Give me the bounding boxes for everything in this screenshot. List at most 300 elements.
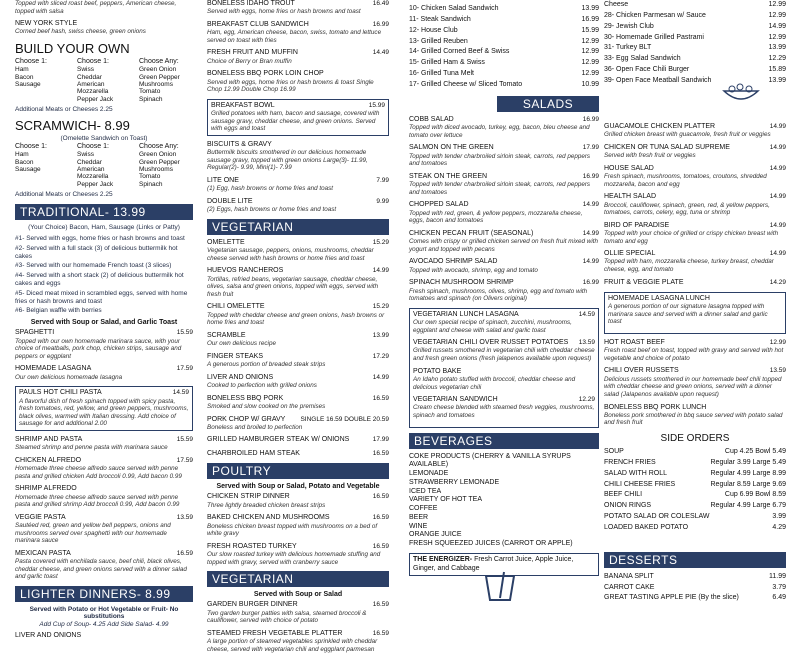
item-title-row	[409, 230, 599, 238]
choice-option: Swiss	[77, 66, 94, 74]
item-name: OLLIE SPECIAL	[604, 250, 656, 258]
row-name: 28- Chicken Parmesan w/ Sauce	[604, 11, 706, 19]
item-title-row	[207, 416, 389, 424]
choice-column	[77, 58, 131, 103]
item-name: FRESH ROASTED TURKEY	[207, 542, 297, 550]
price-row	[409, 58, 599, 69]
item-name: BONELESS BBQ PORK	[207, 394, 284, 402]
menu-item	[207, 630, 389, 653]
item-title-row	[207, 601, 389, 609]
item-name: STEAK ON THE GREEN	[409, 172, 488, 180]
breakfast-bowl-box	[207, 99, 389, 136]
item-title-row	[15, 514, 193, 522]
additional-note: Additional Meats or Cheeses 2.25	[15, 106, 113, 114]
item-description: Our own special recipe of spinach, zucchini, mushrooms, eggplant and cheese with salad and garlic toast	[413, 318, 572, 334]
item-name: HOMEMADE LASAGNA LUNCH	[608, 294, 710, 302]
item-name: SCRAMBLE	[207, 331, 246, 339]
price-row	[409, 37, 599, 48]
scramwich-title: SCRAMWICH- 8.99	[15, 118, 130, 134]
item-title-row	[207, 450, 389, 458]
item-title-row	[604, 165, 786, 173]
item-name: CHICKEN ALFREDO	[15, 456, 82, 464]
menu-item	[409, 144, 599, 167]
menu-item	[207, 436, 389, 444]
item-name: OMELETTE	[207, 238, 245, 246]
item-name: CHICKEN PECAN FRUIT (SEASONAL)	[409, 229, 534, 237]
menu-item	[409, 116, 599, 139]
row-name: 36- Open Face Chili Burger	[604, 66, 690, 74]
item-name: VEGETARIAN LUNCH LASAGNA	[413, 310, 519, 318]
choice-option: Tomato	[139, 88, 161, 96]
item-title-row	[409, 144, 599, 152]
menu-item	[15, 436, 193, 452]
price-row	[604, 583, 786, 594]
item-price: 12.99	[769, 338, 786, 346]
choice-option: Ham	[15, 151, 29, 159]
choice-option: Spinach	[139, 180, 163, 188]
item-description: Homemade three cheese alfredo sauce served with penne pasta and grilled shrimp Add broccoli 0.99, Add bacon 0.99	[15, 493, 180, 509]
list-line: LEMONADE	[409, 470, 449, 478]
item-description: Topped with tender charbroiled sirloin steak, carrots, red peppers and tomatoes	[409, 152, 591, 168]
item-price: 16.59	[372, 449, 389, 457]
item-price: 16.59	[372, 493, 389, 501]
item-description: An Idaho potato stuffed with broccoli, cheddar cheese and delicious vegetarian chili	[413, 375, 576, 391]
section-header-side-orders: SIDE ORDERS	[660, 432, 730, 444]
item-price: 14.99	[372, 267, 389, 275]
item-description: Steamed shrimp and penne pasta with marinara sauce	[15, 444, 168, 452]
item-name: CHILI OVER RUSSETS	[604, 367, 679, 375]
column-2	[207, 0, 389, 653]
item-description: Tortillas, refried beans, vegetarian sausage, cheddar cheese, olives, salsa and green onions, topped with eggs, served with fresh fruit	[207, 275, 379, 298]
item-price: 14.99	[769, 250, 786, 258]
choice-option: Cheddar	[77, 73, 102, 81]
item-name: GRILLED HAMBURGER STEAK W/ ONIONS	[207, 436, 350, 444]
item-title-row	[207, 543, 389, 551]
price-row	[604, 43, 786, 54]
item-price: 16.49	[372, 0, 389, 7]
item-title-row	[207, 239, 389, 247]
price-row	[409, 26, 599, 37]
choice-option: Sausage	[15, 81, 41, 89]
item-name: MEXICAN PASTA	[15, 549, 71, 557]
item-description: Delicious russets smothered in our homemade beef chili topped with cheddar cheese and green onions, served with a dinner salad (Jalapenos available upon request)	[604, 375, 782, 398]
menu-item	[207, 49, 389, 65]
menu-item	[207, 395, 389, 411]
menu-item	[207, 267, 389, 298]
price-row	[604, 523, 786, 534]
row-price: 4.29	[772, 523, 786, 531]
list-line: ORANGE JUICE	[409, 531, 462, 539]
item-price: 17.59	[176, 456, 193, 464]
row-price: 12.99	[768, 33, 786, 41]
poultry-subtitle: Served with Soup or Salad, Potato and Vegetable	[216, 483, 380, 491]
price-row	[409, 15, 599, 26]
menu-item	[207, 239, 389, 262]
row-price: 15.99	[581, 26, 599, 34]
item-description: Fresh roast beef on toast, topped with gravy and served with hot vegetable and choice of potato	[604, 347, 784, 362]
menu-item-breakfast-bowl: BREAKFAST BOWL 15.99 Grilled potatoes with ham, bacon and sausage, covered with sausage gravy, cheddar cheese, and green onions. Served with eggs and toast	[211, 101, 385, 133]
section-header-salads: SALADS	[497, 96, 599, 112]
menu-item: Topped with sliced roast beef, peppers, American cheese, topped with salsa	[15, 0, 177, 15]
section-header-lighter: LIGHTER DINNERS- 8.99	[15, 586, 193, 602]
item-description: Vegetarian sausage, peppers, onions, mushrooms, cheddar cheese served with hash browns or home fries and toast	[207, 247, 374, 262]
item-description: Two garden burger patties with salsa, steamed broccoli & cauliflower, served with choice of potato	[207, 609, 367, 625]
item-name: VEGETARIAN CHILI OVER RUSSET POTATOES	[413, 339, 569, 347]
choice-option: Mozzarella	[77, 88, 109, 96]
row-price: 12.99	[581, 37, 599, 45]
price-row	[409, 69, 599, 80]
choice-option: Bacon	[15, 158, 34, 166]
choice-option: Tomato	[139, 173, 161, 181]
section-header-vegetarian: VEGETARIAN	[207, 219, 389, 235]
row-name: ONION RINGS	[604, 502, 652, 510]
row-name: BEEF CHILI	[604, 491, 643, 499]
vegetarian-list	[207, 239, 389, 348]
row-name: SALAD WITH ROLL	[604, 469, 668, 477]
item-title-row	[413, 368, 595, 376]
item-name: CHOPPED SALAD	[409, 201, 469, 209]
price-row	[604, 572, 786, 583]
item-description: Topped with avocado, shrimp, egg and tomato	[409, 266, 538, 274]
choice-column	[139, 58, 193, 103]
menu-item	[207, 416, 389, 432]
list-line: WINE	[409, 522, 428, 530]
item-price: 16.99	[372, 20, 389, 28]
row-price: 6.49	[772, 594, 786, 602]
item-description: Smoked and slow cooked on the premises	[207, 402, 326, 410]
menu-item	[15, 485, 193, 508]
choice-option: American	[77, 81, 105, 89]
menu-item	[207, 374, 389, 390]
item-description: Boneless and broiled to perfection	[207, 423, 303, 431]
pauls-box	[15, 386, 193, 431]
lunch-list	[604, 339, 786, 427]
item-price: 13.59	[578, 339, 595, 347]
item-price: 17.29	[372, 352, 389, 360]
row-price: Cup 6.99 Bowl 8.59	[724, 491, 786, 499]
lasagna-box	[604, 292, 786, 334]
row-name: 15- Grilled Ham & Swiss	[409, 59, 485, 67]
item-name: GARDEN BURGER DINNER	[207, 601, 298, 609]
menu-item	[207, 514, 389, 537]
list-line: #4- Served with a short stack (2) of delicious buttermilk hot cakes and eggs	[15, 272, 184, 287]
item-name: DOUBLE LITE	[207, 197, 253, 205]
row-price: 13.99	[768, 44, 786, 52]
build-your-own-choices	[15, 58, 193, 103]
row-name: 12- House Club	[409, 26, 458, 34]
row-price: 10.99	[581, 80, 599, 88]
item-name: FRESH FRUIT AND MUFFIN	[207, 49, 298, 57]
price-row	[604, 54, 786, 65]
item-description: Topped with our own homemade marinara sauce, with your choice of meatballs, pork chop, chicken strips, sausage and peppers or eggplant	[15, 337, 182, 360]
menu-item	[409, 279, 599, 302]
item-description: Grilled russets smothered in vegetarian chili with cheddar cheese and fresh green onions (fresh jalapenos available upon request)	[413, 347, 595, 363]
item-description: Topped with cheddar cheese and green onions, hash browns or home fries and toast	[207, 311, 385, 327]
item-description: Boneless pork smothered in bbq sauce served with potato salad and fresh fruit	[604, 411, 783, 427]
choice-option: Mushrooms	[139, 81, 173, 89]
item-price: 16.59	[372, 601, 389, 609]
item-title-row	[604, 222, 786, 230]
price-row	[409, 80, 599, 91]
item-title-row	[604, 144, 786, 152]
item-description: (2) Eggs, hash browns or home fries and toast	[207, 206, 337, 214]
item-title-row	[604, 250, 786, 258]
item-description: Topped with diced avocado, turkey, egg, bacon, bleu cheese and tomato over lettuce	[409, 124, 590, 139]
menu-item	[207, 543, 389, 566]
list-line: COFFEE	[409, 505, 438, 513]
price-row	[604, 593, 786, 604]
item-title-row	[207, 436, 389, 444]
price-row	[604, 65, 786, 76]
item-name: HOUSE SALAD	[604, 164, 654, 172]
price-row	[409, 47, 599, 58]
item-name: VEGGIE PASTA	[15, 513, 66, 521]
item-description: Broccoli, cauliflower, spinach, green, red, & yellow peppers, tomatoes, carrots, celery, egg, tuna or shrimp	[604, 201, 770, 217]
menu-item	[413, 396, 595, 419]
item-title-row	[15, 365, 193, 373]
item-description: Our slow roasted turkey with delicious homemade stuffing and topped with gravy, served with cranberry sauce	[207, 551, 381, 566]
list-line: COKE PRODUCTS (CHERRY & VANILLA SYRUPS AVAILABLE)	[409, 452, 571, 469]
item-name: CHILI OMELETTE	[207, 303, 265, 311]
price-row	[409, 4, 599, 15]
item-price: 14.99	[769, 221, 786, 229]
item-description: Cooked to perfection with grilled onions	[207, 382, 317, 390]
row-name: 30- Homemade Grilled Pastrami	[604, 33, 704, 41]
row-name: CARROT CAKE	[604, 583, 655, 591]
menu-item	[604, 222, 786, 245]
choice-option: Pepper Jack	[77, 95, 114, 103]
item-price: 17.99	[582, 144, 599, 152]
pasta-list	[15, 329, 193, 381]
item-description: Cream cheese blended with steamed fresh veggies, mushrooms, spinach and tomatoes	[413, 404, 595, 419]
item-name: PORK CHOP W/ GRAVY	[207, 415, 286, 423]
vegetarian-subtitle: Served with Soup or Salad	[253, 591, 343, 599]
item-title-row	[604, 123, 786, 131]
menu-item	[15, 365, 193, 381]
item-name: SHRIMP ALFREDO	[15, 485, 77, 493]
salad-list-2	[604, 123, 786, 287]
choice-heading: Choose Any:	[139, 58, 179, 66]
row-name: 31- Turkey BLT	[604, 44, 652, 52]
item-name: CHARBROILED HAM STEAK	[207, 449, 300, 457]
menu-item-new-york-style: NEW YORK STYLE Corned beef hash, swiss cheese, green onions	[15, 20, 146, 36]
item-title-row	[409, 258, 599, 266]
item-description: Ham, egg, American cheese, bacon, swiss, tomato and lettuce served on toast with fries	[207, 29, 382, 44]
item-description: Pasta covered with enchilada sauce, beef chili, black olives, cheddar cheese, and green onions served with a dinner salad and garlic toast	[15, 558, 187, 581]
item-description: Grilled chicken breast with guacamole, fresh fruit or veggies	[604, 131, 771, 139]
menu-item	[604, 339, 786, 362]
menu-item	[15, 329, 193, 360]
item-price: 7.99	[376, 176, 389, 184]
menu-item	[604, 404, 786, 427]
column-4	[604, 0, 786, 600]
item-description: Topped with tender charbroiled sirloin steak, carrots, red peppers and tomatoes	[409, 181, 591, 196]
item-name: BONELESS IDAHO TROUT	[207, 0, 295, 7]
price-row	[604, 480, 786, 491]
item-name: COBB SALAD	[409, 115, 454, 123]
choice-column	[77, 143, 131, 188]
row-name: POTATO SALAD OR COLESLAW	[604, 513, 710, 521]
item-price: 14.99	[769, 164, 786, 172]
item-price: 15.29	[372, 238, 389, 246]
menu-item	[15, 457, 193, 480]
row-price: 13.99	[768, 76, 786, 84]
choice-option: Sausage	[15, 166, 41, 173]
vegetarian-list-2	[207, 601, 389, 653]
row-price: Cup 4.25 Bowl 5.49	[724, 447, 786, 455]
item-title-row	[207, 493, 389, 501]
row-price: 12.99	[768, 1, 786, 8]
dinner-list	[207, 353, 389, 459]
pasta-header: Served with Soup or Salad, and Garlic Toast	[30, 319, 178, 327]
item-title-row	[207, 353, 389, 361]
traditional-list	[15, 235, 193, 315]
breakfast-list	[207, 0, 389, 94]
menu-item	[409, 201, 599, 224]
menu-item-pauls: PAULS HOT CHILI PASTA 14.59 A flavorful dish of fresh spinach topped with spicy pasta, fresh tomatoes, red, yellow, and green peppers, mushrooms, black olives, warmed with Italian dressing. Add choice of sausage for and additional 2.00	[19, 389, 189, 428]
item-description: Homemade three cheese alfredo sauce served with penne pasta and grilled chicken Add broccoli 0.99, Add bacon 0.99	[15, 465, 182, 480]
section-header-poultry: POULTRY	[207, 463, 389, 479]
lighter-sub2: Add Cup of Soup- 4.25 Add Side Salad- 4.99	[39, 621, 169, 629]
item-description: A generous portion of our signature lasagna topped with marinara sauce and served with a dinner salad and garlic toast	[608, 303, 768, 326]
menu-item	[207, 303, 389, 326]
drink-glass-icon	[480, 572, 520, 600]
additional-note: Additional Meats or Cheeses 2.25	[15, 191, 113, 199]
row-price: 3.79	[772, 583, 786, 591]
item-title-row	[207, 374, 389, 382]
row-name: Cheese	[604, 1, 629, 8]
menu-item	[409, 173, 599, 196]
item-name: POTATO BAKE	[413, 367, 462, 375]
item-price: 16.59	[372, 394, 389, 402]
choice-option: American	[77, 166, 105, 173]
row-name: BANANA SPLIT	[604, 572, 654, 580]
item-price: 16.59	[372, 542, 389, 550]
scramwich-subtitle: (Omelette Sandwich on Toast)	[60, 135, 148, 143]
menu-item	[604, 144, 786, 160]
item-title-row	[207, 0, 389, 8]
choice-option: Green Onion	[139, 66, 177, 74]
choice-option: Pepper Jack	[77, 180, 114, 188]
beverage-list	[409, 453, 599, 549]
row-price: 13.99	[581, 5, 599, 12]
item-title-row	[207, 395, 389, 403]
list-line: FRESH SQUEEZED JUICES (CARROT OR APPLE)	[409, 540, 573, 548]
item-price: 9.99	[376, 197, 389, 205]
choice-option: Mozzarella	[77, 173, 109, 181]
choice-option: Cheddar	[77, 158, 102, 166]
row-price: 12.99	[581, 70, 599, 78]
menu-item	[409, 258, 599, 274]
item-price: 16.99	[582, 115, 599, 123]
energizer-desc: Fresh Carrot Juice, Apple Juice, Ginger, and Cabbage	[413, 555, 574, 572]
row-name: 11- Steak Sandwich	[409, 15, 471, 23]
price-row	[604, 501, 786, 512]
row-price: 12.29	[768, 55, 786, 63]
menu-item	[207, 0, 389, 16]
menu-item	[604, 250, 786, 273]
choice-column	[15, 58, 69, 103]
item-price: 15.29	[372, 303, 389, 311]
row-name: GREAT TASTING APPLE PIE (By the slice)	[604, 594, 739, 602]
menu-item	[409, 230, 599, 253]
item-description: Boneless chicken breast topped with mushrooms on a bed of white gravy	[207, 522, 378, 538]
item-price: 16.99	[582, 172, 599, 180]
item-title-row	[15, 329, 193, 337]
row-price: Regular 4.99 Large 8.99	[710, 469, 786, 477]
row-price: Regular 4.99 Large 6.79	[710, 502, 786, 510]
choice-option: Ham	[15, 66, 29, 74]
build-your-own-title: BUILD YOUR OWN	[15, 41, 130, 57]
menu-item	[604, 123, 786, 139]
item-name: BIRD OF PARADISE	[604, 221, 670, 229]
column-3	[409, 0, 599, 600]
item-price: 14.99	[769, 193, 786, 201]
item-price: 13.59	[176, 513, 193, 521]
row-price: 11.99	[769, 572, 786, 580]
item-price: 14.29	[769, 278, 786, 286]
choice-column	[139, 143, 193, 188]
item-price: 16.59	[372, 514, 389, 522]
item-price: 14.59	[578, 310, 595, 318]
choice-heading: Choose 1:	[15, 143, 47, 151]
item-title-row	[207, 177, 389, 185]
item-description: Served with fresh fruit or veggies	[604, 152, 696, 160]
vegetarian-box	[409, 308, 599, 428]
list-line: #3- Served with our homemade French toast (3 slices)	[15, 262, 172, 270]
section-header-beverages: BEVERAGES	[409, 433, 599, 449]
item-title-row	[207, 267, 389, 275]
row-name: 14- Grilled Corned Beef & Swiss	[409, 48, 510, 56]
menu-item	[15, 550, 193, 581]
item-description: A large portion of steamed vegetables sprinkled with cheddar cheese, served with vegetarian chili and eggplant parmesan	[207, 638, 378, 653]
row-name: CHILI CHEESE FRIES	[604, 480, 676, 488]
sandwich-list	[409, 4, 599, 91]
item-name: GUACAMOLE CHICKEN PLATTER	[604, 122, 716, 130]
row-name: FRENCH FRIES	[604, 458, 656, 466]
poultry-list	[207, 493, 389, 566]
row-name: 29- Jewish Club	[604, 22, 654, 30]
item-title-row	[15, 550, 193, 558]
dessert-list	[604, 572, 786, 605]
list-line: STRAWBERRY LEMONADE	[409, 478, 500, 486]
section-header-traditional: TRADITIONAL- 13.99	[15, 204, 193, 220]
price-row	[604, 447, 786, 458]
row-name: 17- Grilled Cheese w/ Sliced Tomato	[409, 80, 523, 88]
menu-item	[207, 198, 389, 214]
item-name: STEAMED FRESH VEGETABLE PLATTER	[207, 629, 343, 637]
item-title-row	[409, 279, 599, 287]
choice-heading: Choose 1:	[77, 58, 109, 66]
choice-heading: Choose Any:	[139, 143, 179, 151]
energizer-name: THE ENERGIZER-	[413, 555, 473, 563]
menu-item	[604, 367, 786, 398]
row-name: 39- Open Face Meatball Sandwich	[604, 76, 712, 84]
item-name: BREAKFAST CLUB SANDWICH	[207, 20, 309, 28]
row-name: SOUP	[604, 447, 624, 455]
item-description: Sautéed red, green and yellow bell peppers, onions and mushrooms served over spaghetti with our homemade marinara sauce	[15, 522, 171, 545]
item-title-row	[207, 514, 389, 522]
price-row	[604, 33, 786, 44]
salad-bowl-icon	[722, 83, 760, 103]
menu-item	[15, 514, 193, 545]
item-title-row	[15, 485, 193, 493]
item-title-row	[207, 630, 389, 638]
choice-column	[15, 143, 69, 188]
row-name: 33- Egg Salad Sandwich	[604, 55, 681, 63]
menu-item	[207, 493, 389, 509]
item-price: 17.99	[372, 436, 389, 444]
